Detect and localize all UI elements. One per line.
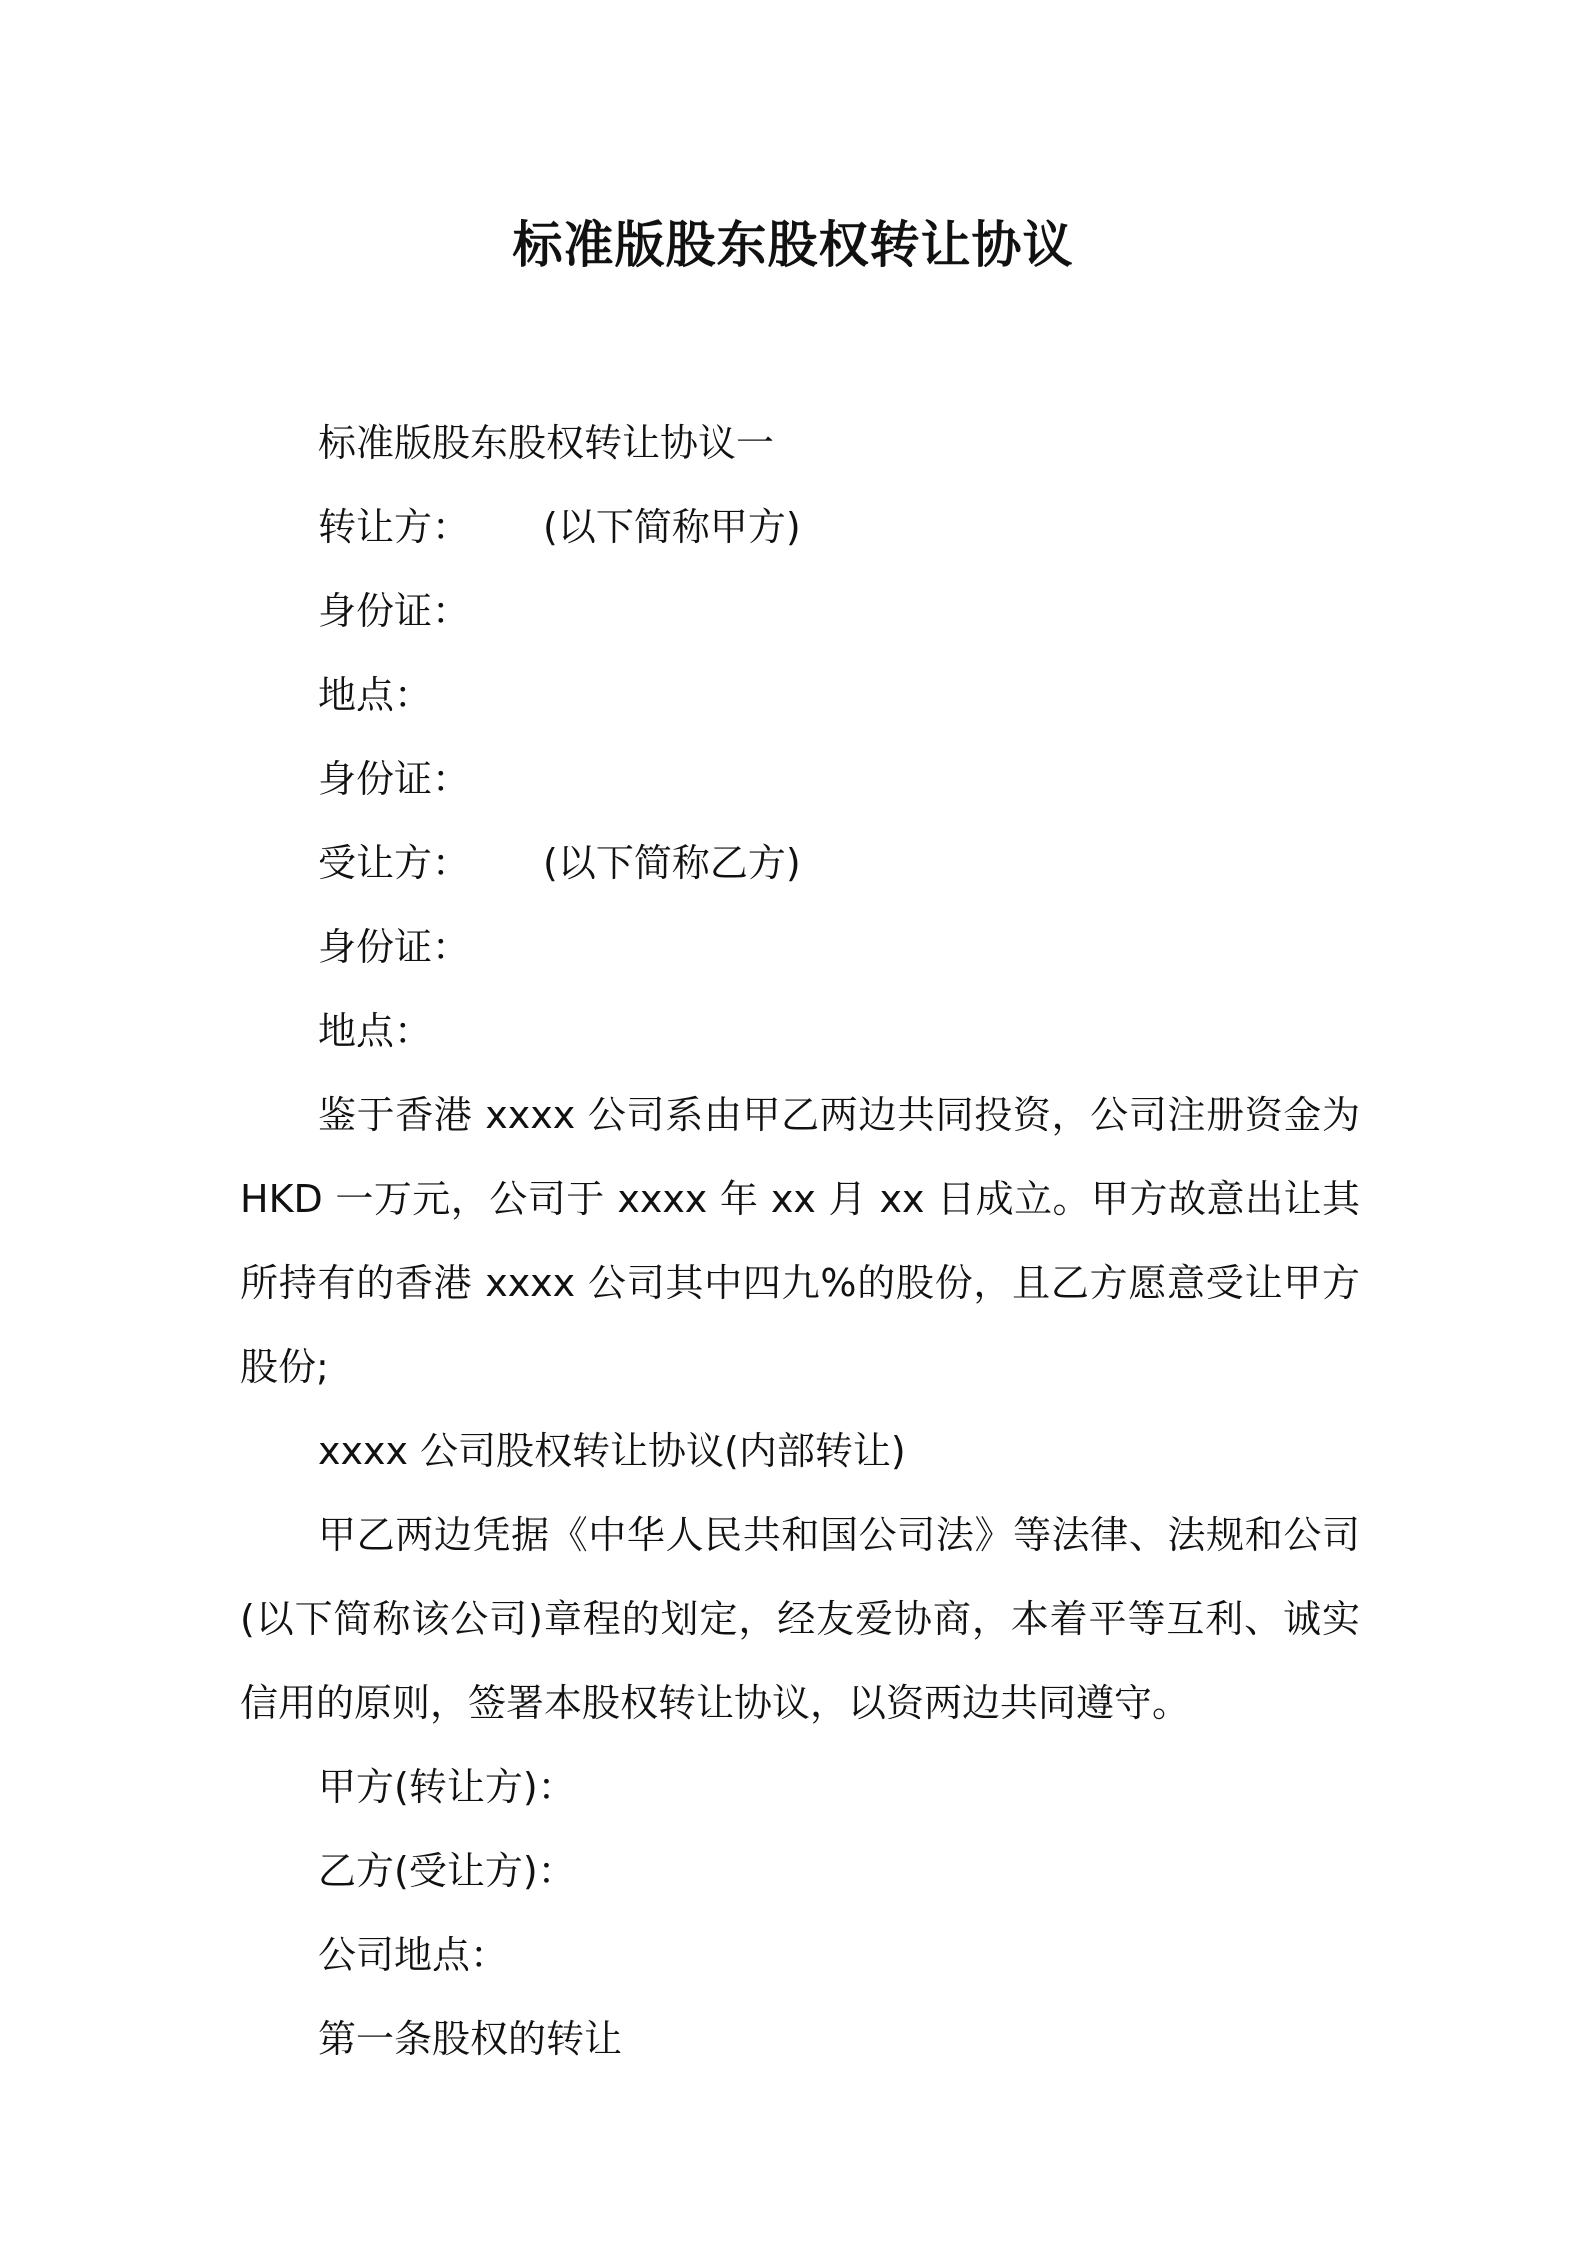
- article-1-heading: 第一条股权的转让: [318, 2017, 623, 2061]
- transferor-address-label: 地点：: [318, 673, 433, 717]
- transferor-id-label: 身份证：: [318, 589, 471, 633]
- second-id-label: 身份证：: [318, 757, 471, 801]
- transferor-label: 转让方：: [318, 505, 471, 549]
- transferee-id-label: 身份证：: [318, 925, 471, 969]
- company-address-label: 公司地点：: [318, 1933, 509, 1977]
- transferee-line: [240, 821, 1360, 905]
- transferee-address-label: 地点：: [318, 1009, 433, 1053]
- document-title: 标准版股东股权转让协议: [512, 216, 1074, 274]
- legal-basis-paragraph: 甲乙两边凭据《中华人民共和国公司法》等法律、法规和公司(以下简称该公司)章程的划定，经友爱协商，本着平等互利、诚实信用的原则，签署本股权转让协议，以资两边共同遵守。: [240, 1513, 1360, 1725]
- recital-paragraph: 鉴于香港 xxxx 公司系由甲乙两边共同投资，公司注册资金为 HKD 一万元，公司于 xxxx 年 xx 月 xx 日成立。甲方故意出让其所持有的香港 xxxx 公司其中四九%的股份，且乙方愿意受让甲方股份;: [240, 1093, 1360, 1389]
- transferor-note: (以下简称甲方): [543, 505, 801, 549]
- transferor-line: [240, 485, 1360, 569]
- transferee-note: (以下简称乙方): [543, 841, 801, 885]
- subtitle: 标准版股东股权转让协议一: [318, 421, 775, 465]
- party-b-label: 乙方(受让方)：: [318, 1849, 576, 1893]
- transferee-label: 受让方：: [318, 841, 471, 885]
- document-body: [240, 401, 1360, 2081]
- agreement-name: xxxx 公司股权转让协议(内部转让): [318, 1429, 906, 1473]
- party-a-label: 甲方(转让方)：: [318, 1765, 576, 1809]
